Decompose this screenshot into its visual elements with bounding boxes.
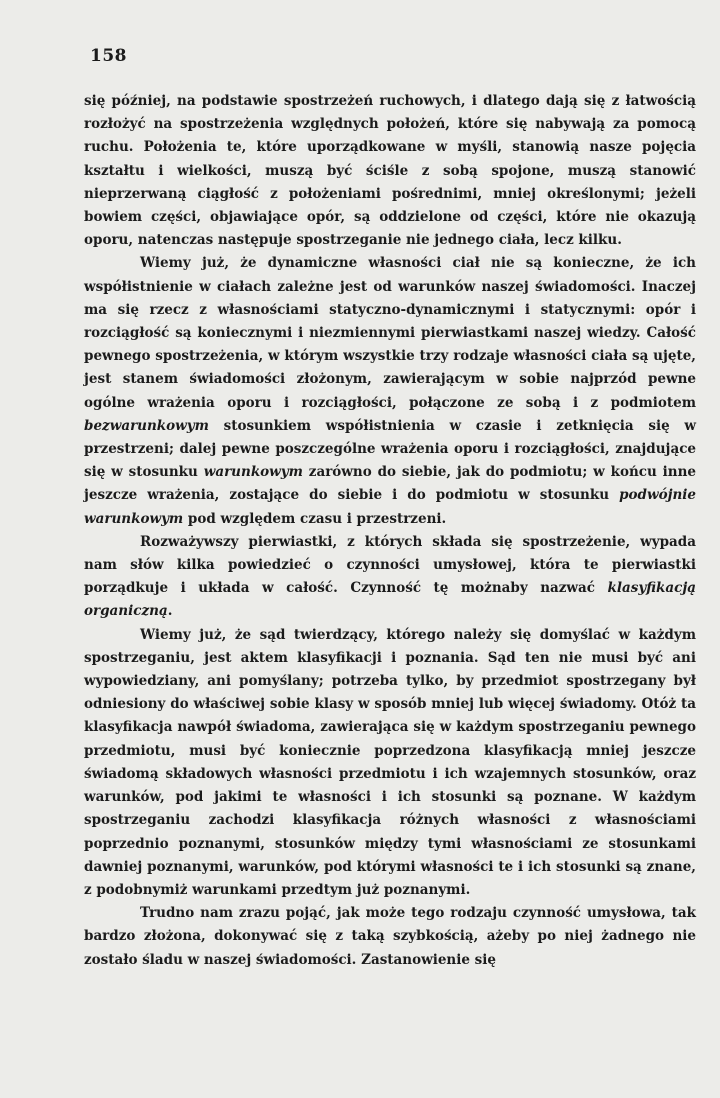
text-segment: Wiemy już, że sąd twierdzący, którego należy się domyślać w każdym spostrzeganiu, jest aktem klasyfikacji i poznania. Sąd ten nie musi być ani wypowiedziany, ani pomyślany; potrzeba tylko, by przedmiot spostrzegany był odniesiony do właściwej sobie klasy w sposób mniej lub więcej świadomy. Otóż ta klasyfikacja nawpół świadoma, zawierająca się w każdym spostrzeganiu pewnego przedmiotu, musi być koniecznie poprzedzona klasyfikacją mniej jeszcze świadomą składowych własności przedmiotu i ich wzajemnych stosunków, oraz warunków, pod jakimi te własności i ich stosunki są poznane. W każdym spostrzeganiu zachodzi klasyfikacja różnych własności z własnościami poprzednio poznanymi, stosunków między tymi własnościami ze stosunkami dawniej poznanymi, warunków, pod którymi własności te i ich stosunki są znane, z podobnymiż warunkami przedtym już poznanymi. (84, 626, 696, 898)
paragraph-2 (84, 252, 696, 530)
text-segment: Rozważywszy pierwiastki, z których składa się spostrzeżenie, wypada nam słów kilka powiedzieć o czynności umysłowej, która te pierwiastki porządkuje i układa w całość. Czynność tę możnaby nazwać (84, 533, 696, 597)
italic-term-klasyfikacja-organiczna: klasyfikacją organiczną (84, 580, 696, 620)
body-text (84, 90, 696, 972)
text-segment: pod względem czasu i przestrzeni. (183, 510, 447, 527)
italic-term-podwojnie-warunkowym: podwójnie warunkowym (84, 487, 696, 527)
text-segment: stosunkiem współistnienia w czasie i zetknięcia się w przestrzeni; dalej pewne poszczególne wrażenia oporu i rozciągłości, znajdujące się w stosunku (84, 417, 696, 481)
text-segment: . (167, 603, 173, 620)
paragraph-3 (84, 531, 696, 624)
paragraph-1 (84, 90, 696, 252)
text-segment: Trudno nam zrazu pojąć, jak może tego rodzaju czynność umysłowa, tak bardzo złożona, dokonywać się z taką szybkością, ażeby po niej żadnego nie zostało śladu w naszej świadomości. Zastanowienie się (84, 905, 696, 968)
text-segment: się później, na podstawie spostrzeżeń ruchowych, i dlatego dają się z łatwością rozłożyć na spostrzeżenia względnych położeń, które się nabywają za pomocą ruchu. Położenia te, które uporządkowane w myśli, stanowią nasze pojęcia kształtu i wielkości, muszą być ściśle z sobą spojone, muszą stanowić nieprzerwaną ciągłość z położeniami pośrednimi, mniej określonymi; jeżeli bowiem części, objawiające opór, są oddzielone od części, które nie okazują oporu, natenczas następuje spostrzeganie nie jednego ciała, lecz kilku. (84, 93, 696, 249)
italic-term-warunkowym: warunkowym (203, 464, 303, 481)
paragraph-4 (84, 624, 696, 902)
paragraph-5 (84, 902, 696, 972)
text-segment: Wiemy już, że dynamiczne własności ciał nie są konieczne, że ich współistnienie w ciałach zależne jest od warunków naszej świadomości. Inaczej ma się rzecz z własnościami statyczno-dynamicznymi i statycznymi: opór i rozciągłość są koniecznymi i niezmiennymi pierwiastkami naszej wiedzy. Całość pewnego spostrzeżenia, w którym wszystkie trzy rodzaje własności ciała są ujęte, jest stanem świadomości złożonym, zawierającym w sobie najprzód pewne ogólne wrażenia oporu i rozciągłości, połączone ze sobą i z podmiotem (84, 255, 696, 411)
italic-term-bezwarunkowym: bezwarunkowym (84, 417, 209, 434)
page-number: 158 (90, 46, 127, 66)
text-segment: zarówno do siebie, jak do podmiotu; w końcu inne jeszcze wrażenia, zostające do siebie i do podmiotu w stosunku (84, 464, 696, 504)
